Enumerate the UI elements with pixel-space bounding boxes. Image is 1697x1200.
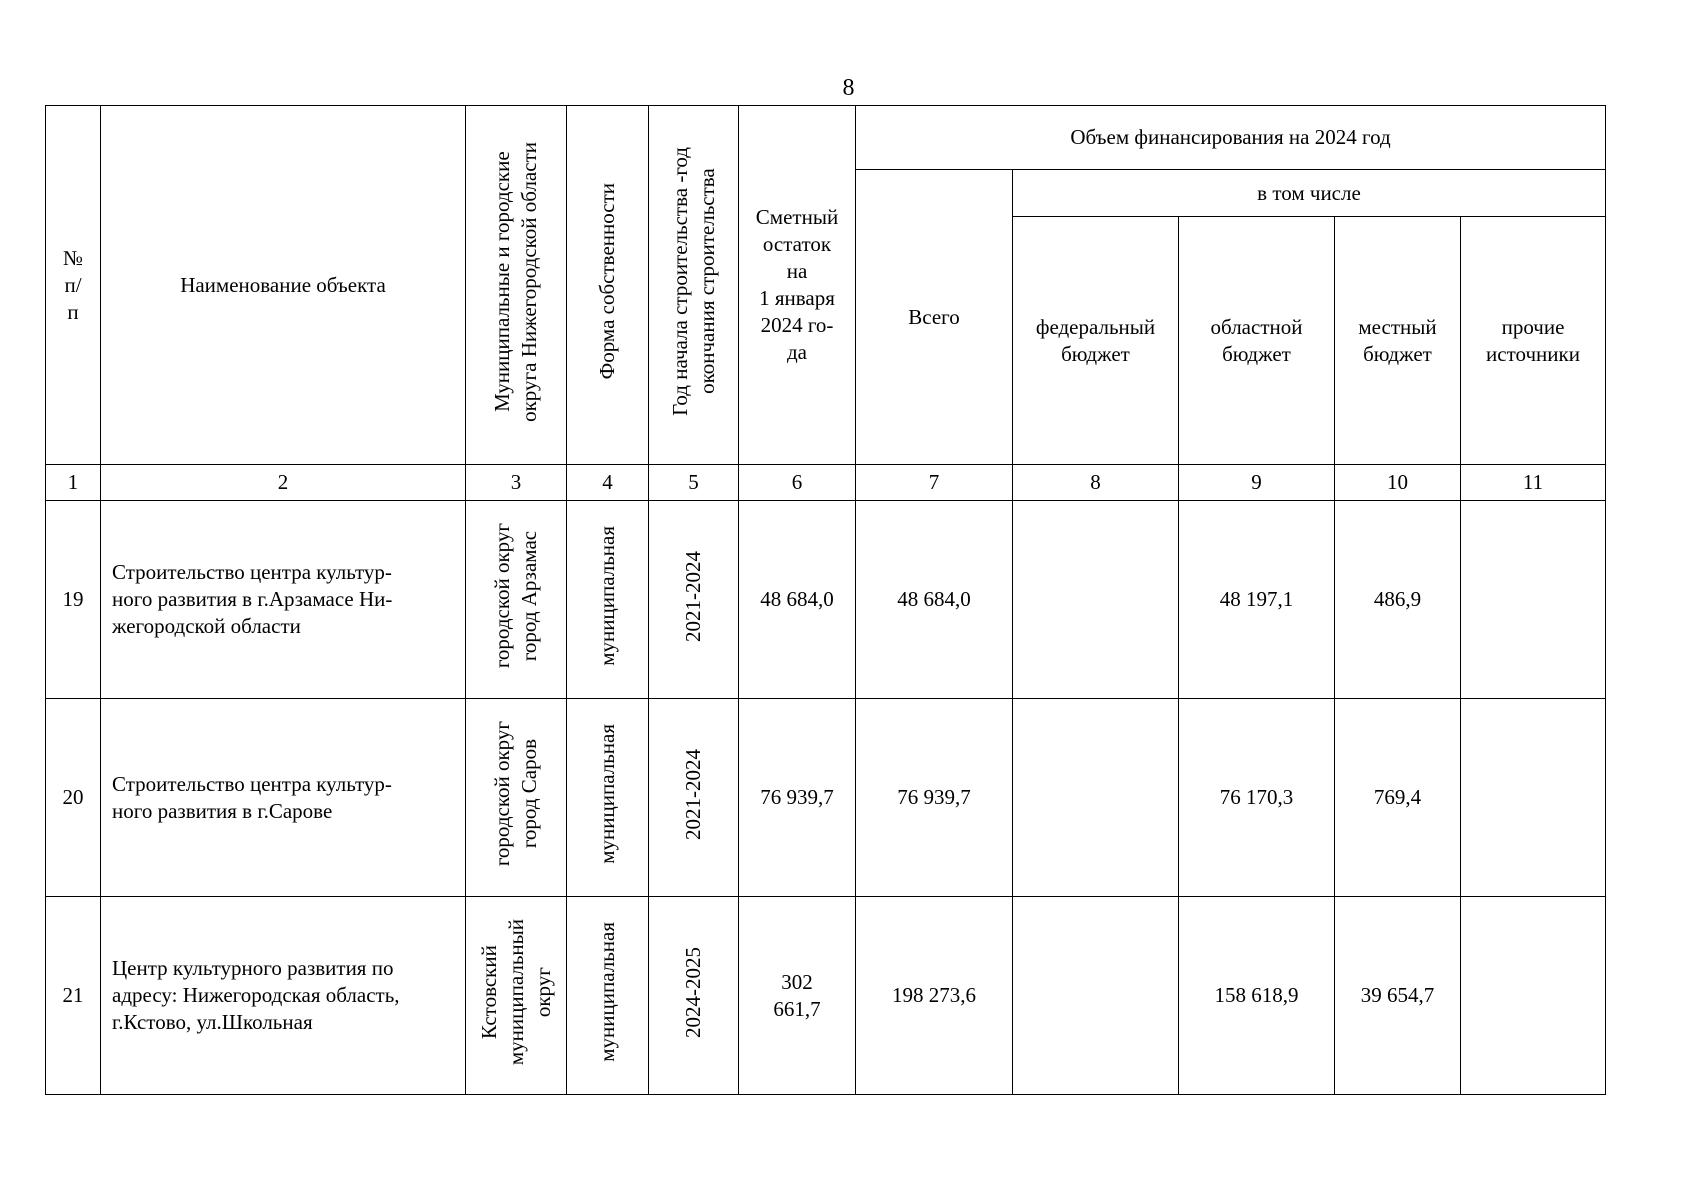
column-number: 2 [101,465,466,501]
column-number: 6 [739,465,856,501]
header-local: местный бюджет [1335,217,1461,465]
total: 48 684,0 [856,501,1013,699]
header-row-number: № п/ п [46,106,101,465]
federal [1013,501,1179,699]
total: 76 939,7 [856,699,1013,897]
other [1461,699,1606,897]
column-number: 10 [1335,465,1461,501]
header-other: прочие источники [1461,217,1606,465]
column-number: 1 [46,465,101,501]
years: 2024-2025 [649,897,739,1095]
district: городской округ город Арзамас [466,501,567,699]
header-funding-group: Объем финансирования на 2024 год [856,106,1606,170]
ownership: муниципальная [567,501,649,699]
header-object-name: Наименование объекта [101,106,466,465]
local: 39 654,7 [1335,897,1461,1095]
column-number: 4 [567,465,649,501]
years: 2021-2024 [649,501,739,699]
column-number: 7 [856,465,1013,501]
federal [1013,699,1179,897]
column-number: 11 [1461,465,1606,501]
header-years: Год начала строительства -год окончания строительства [649,106,739,465]
table-row [46,501,1606,699]
remainder: 302 661,7 [739,897,856,1095]
header-federal: федеральный бюджет [1013,217,1179,465]
header-total: Всего [856,170,1013,465]
column-number: 5 [649,465,739,501]
page-number: 8 [842,75,855,101]
ownership: муниципальная [567,897,649,1095]
table-row [46,699,1606,897]
header-including: в том числе [1013,170,1606,217]
column-number: 8 [1013,465,1179,501]
funding-table [45,105,1606,1095]
remainder: 48 684,0 [739,501,856,699]
local: 769,4 [1335,699,1461,897]
federal [1013,897,1179,1095]
regional: 158 618,9 [1179,897,1335,1095]
object-name: Центр культурного развития по адресу: Нижегородская область, г.Кстово, ул.Школьная [101,897,466,1095]
object-name: Строительство центра культур- ного развития в г.Арзамасе Ни- жегородской области [101,501,466,699]
local: 486,9 [1335,501,1461,699]
header-ownership: Форма собственности [567,106,649,465]
column-number: 9 [1179,465,1335,501]
object-name: Строительство центра культур- ного развития в г.Сарове [101,699,466,897]
row-number: 21 [46,897,101,1095]
header-district: Муниципальные и городские округа Нижегородской области [466,106,567,465]
regional: 76 170,3 [1179,699,1335,897]
header-remainder: Сметный остаток на 1 января 2024 го- да [739,106,856,465]
row-number: 19 [46,501,101,699]
column-number-row [46,465,1606,501]
district: Кстовский муниципальный округ [466,897,567,1095]
district: городской округ город Саров [466,699,567,897]
column-number: 3 [466,465,567,501]
row-number: 20 [46,699,101,897]
remainder: 76 939,7 [739,699,856,897]
ownership: муниципальная [567,699,649,897]
years: 2021-2024 [649,699,739,897]
regional: 48 197,1 [1179,501,1335,699]
header-regional: областной бюджет [1179,217,1335,465]
total: 198 273,6 [856,897,1013,1095]
table-row [46,897,1606,1095]
other [1461,897,1606,1095]
other [1461,501,1606,699]
